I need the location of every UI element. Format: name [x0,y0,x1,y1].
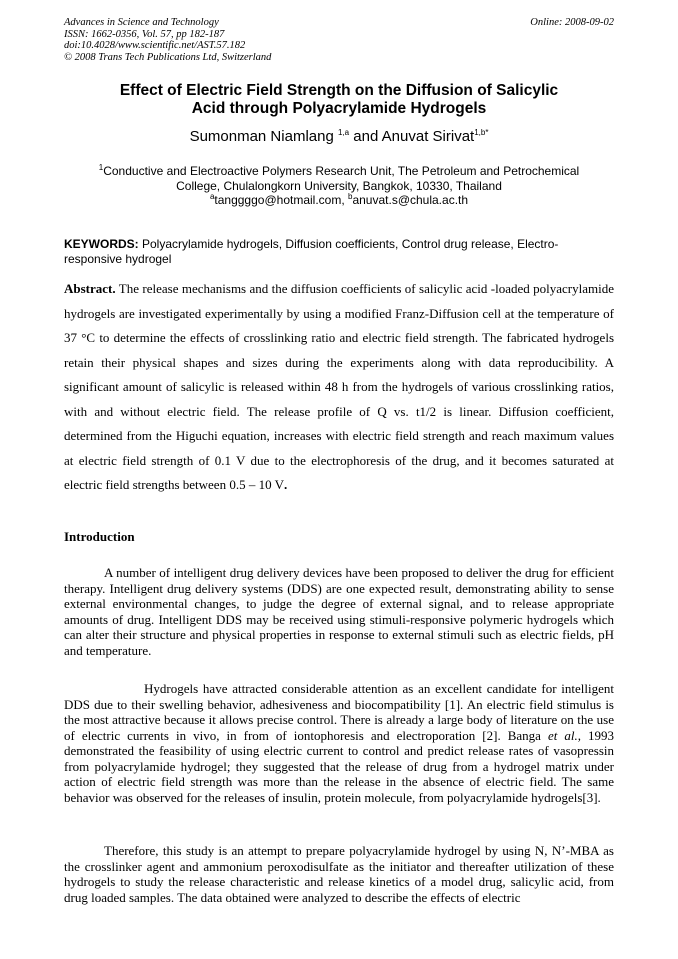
author-1: Sumonman Niamlang [189,128,334,145]
email-a: tanggggo@hotmail.com, [214,193,348,207]
title-line-2: Acid through Polyacrylamide Hydrogels [191,100,487,117]
copyright: © 2008 Trans Tech Publications Ltd, Switzerland [64,51,272,63]
intro-paragraph-1: A number of intelligent drug delivery devices have been proposed to deliver the drug for efficient therapy. Intelligent drug delivery systems (DDS) are one expected result, demonstrating ability to sense external environmental changes, to judge the degree of external signal, and to release appropriate amounts of drug. Intelligent DDS may be received using stimuli-responsive polymeric hydrogels which can alter their structure and physical properties in response to external stimuli such as electric fields, pH and temperature. [64,565,614,658]
emails: $^a$tanggggo@hotmail.com, $^b$anuvat.s@chula.ac.th [209,192,469,207]
journal-header [64,17,271,63]
et-al: et al., [547,727,581,743]
email-b: anuvat.s@chula.ac.th [352,193,469,207]
keywords-label: KEYWORDS: [64,237,139,251]
abstract-text: The release mechanisms and the diffusion coefficients of salicylic acid -loaded polyacrylamide hydrogels are investigated experimentally by using a modified Franz-Diffusion cell at the temperature of 37 °C to determine the effects of crosslinking ratio and electric field strength. The fabricated hydrogels retain their physical shapes and sizes during the experiments along with data reproducibility. A significant amount of salicylic is released within 48 h from the hydrogels of various crosslinking ratios, with and without electric field. The release profile of Q vs. t1/2 is linear. Diffusion coefficient, determined from the Higuchi equation, increases with electric field strength and reach maximum values at electric field strength of 0.1 V due to the electrophoresis of the drug, and it becomes saturated at electric field strengths between 0.5 – 10 V [64,281,614,492]
journal-name: Advances in Science and Technology [64,17,219,28]
authors [64,128,614,146]
abstract [64,277,614,498]
affiliation-line-1: $^1$Conductive and Electroactive Polymers Research Unit, The Petroleum and Petrochemical [98,163,580,178]
author-2-affiliation: 1,b* [474,128,489,137]
doi: doi:10.4028/www.scientific.net/AST.57.182 [64,40,246,51]
intro-paragraph-2: Hydrogels have attracted considerable attention as an excellent candidate for intelligent DDS due to their swelling behavior, adhesiveness and biocompatibility [1]. An electric field stimulus is the most attractive because it allows precise control. There is already a large body of literature on the use of electric currents in vivo, in from of iontophoresis and electroporation [2]. Banga et al., 1993 demonstrated the feasibility of using electric current to control and predict release rates of vasopressin from polyacrylamide hydrogel; they suggested that the release of drug from a hydrogel matrix under action of electric field strength was more than the release in the absence of electric field. The same behavior was observed for the releases of insulin, protein molecule, from polyacrylamide hydrogels[3]. [64,681,614,805]
abstract-label: Abstract. [64,281,116,296]
author-1-affiliation: 1,a [337,128,350,137]
paper-title [64,82,614,118]
author-2: Anuvat Sirivat [381,128,475,145]
intro-paragraph-3: Therefore, this study is an attempt to prepare polyacrylamide hydrogel by using N, N’-MBA as the crosslinker agent and ammonium peroxodisulfate as the initiator and thereafter utilization of these hydrogels to study the release characteristic and release kinetics of a model drug, salicylic acid, from drug loaded samples. The data obtained were analyzed to describe the effects of electric [64,843,614,905]
title-line-1: Effect of Electric Field Strength on the Diffusion of Salicylic [119,82,559,99]
author-joiner: and [349,128,382,145]
issn: ISSN: 1662-0356, Vol. 57, pp 182-187 [64,28,225,40]
affiliation-marker: 1 [98,163,104,172]
online-date: Online: 2008-09-02 [530,17,614,28]
section-heading-introduction: Introduction [64,529,135,544]
affiliation-line-2: College, Chulalongkorn University, Bangkok, 10330, Thailand [176,178,502,193]
keywords-text: Polyacrylamide hydrogels, Diffusion coefficients, Control drug release, Electro-responsive hydrogel [64,237,559,266]
keywords [64,237,614,266]
affiliation [64,164,614,208]
abstract-end: . [283,477,288,492]
